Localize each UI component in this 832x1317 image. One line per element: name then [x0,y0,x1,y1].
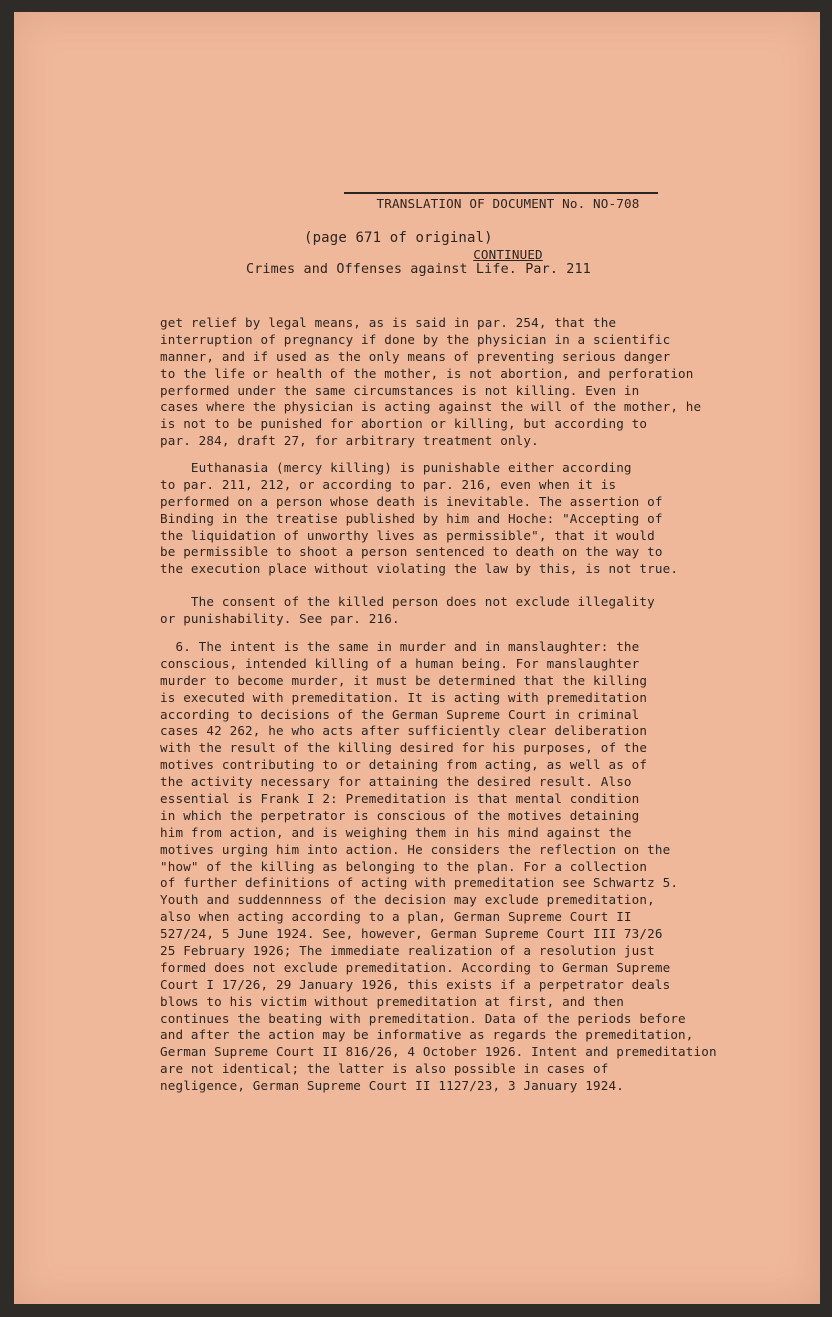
text-line: to par. 211, 212, or according to par. 216, even when it is [160,476,617,492]
text-line: to the life or health of the mother, is not abortion, and perforation [160,365,694,381]
text-line: 527/24, 5 June 1924. See, however, German Supreme Court III 73/26 [160,926,663,942]
paragraph-1 [160,315,701,450]
text-line: motives contributing to or detaining from acting, as well as of [160,757,648,773]
paragraph-4 [160,639,717,1095]
text-line: him from action, and is weighing them in his mind against the [160,824,632,840]
header-underline [344,192,658,194]
text-line: cases 42 262, he who acts after sufficiently clear deliberation [160,723,648,739]
text-line: be permissible to shoot a person sentenced to death on the way to [160,544,663,560]
text-line: is not to be punished for abortion or killing, but according to [160,416,648,432]
document-page [14,12,820,1304]
text-line: The consent of the killed person does not exclude illegality [160,594,655,609]
text-line: interruption of pregnancy if done by the physician in a scientific [160,331,671,347]
paragraph-2 [160,460,678,578]
header-continued: CONTINUED [473,246,543,262]
text-line: the activity necessary for attaining the desired result. Also [160,774,632,790]
text-line: manner, and if used as the only means of preventing serious danger [160,348,671,364]
text-line: Youth and suddennness of the decision may exclude premeditation, [160,892,655,908]
text-line: with the result of the killing desired for his purposes, of the [160,740,648,756]
text-line: 6. The intent is the same in murder and in manslaughter: the [160,639,640,654]
text-line: also when acting according to a plan, German Supreme Court II [160,909,632,925]
text-line: Binding in the treatise published by him and Hoche: "Accepting of [160,510,663,526]
text-line: and after the action may be informative as regards the premeditation, [160,1027,694,1043]
text-line: according to decisions of the German Supreme Court in criminal [160,706,640,722]
text-line: conscious, intended killing of a human being. For manslaughter [160,655,640,671]
text-line: in which the perpetrator is conscious of the motives detaining [160,807,640,823]
text-line: blows to his victim without premeditation at first, and then [160,993,624,1009]
text-line: or punishability. See par. 216. [160,610,400,626]
text-line: of further definitions of acting with premeditation see Schwartz 5. [160,875,679,891]
section-title: Crimes and Offenses against Life. Par. 211 [246,262,591,277]
text-line: par. 284, draft 27, for arbitrary treatment only. [160,433,539,449]
page-reference: (page 671 of original) [304,230,493,246]
text-line: formed does not exclude premeditation. According to German Supreme [160,959,671,975]
text-line: are not identical; the latter is also possible in cases of [160,1061,609,1077]
text-line: Court I 17/26, 29 January 1926, this exists if a perpetrator deals [160,976,671,992]
header-title: TRANSLATION OF DOCUMENT No. NO-708 [376,195,640,211]
text-line: the execution place without violating the law by this, is not true. [160,561,679,577]
text-line: negligence, German Supreme Court II 1127/23, 3 January 1924. [160,1078,624,1094]
text-line: essential is Frank I 2: Premeditation is that mental condition [160,791,640,807]
text-line: 25 February 1926; The immediate realization of a resolution just [160,943,655,959]
paragraph-3 [160,594,655,628]
text-line: get relief by legal means, as is said in par. 254, that the [160,315,617,330]
text-line: performed on a person whose death is inevitable. The assertion of [160,493,663,509]
text-line: motives urging him into action. He considers the reflection on the [160,841,671,857]
text-line: cases where the physician is acting against the will of the mother, he [160,399,702,415]
text-line: "how" of the killing as belonging to the plan. For a collection [160,858,648,874]
text-line: Euthanasia (mercy killing) is punishable either according [160,460,632,475]
text-line: performed under the same circumstances is not killing. Even in [160,382,640,398]
text-line: continues the beating with premeditation. Data of the periods before [160,1010,686,1026]
text-line: murder to become murder, it must be determined that the killing [160,672,648,688]
text-line: German Supreme Court II 816/26, 4 October 1926. Intent and premeditation [160,1044,717,1060]
text-line: is executed with premeditation. It is acting with premeditation [160,689,648,705]
text-line: the liquidation of unworthy lives as permissible", that it would [160,527,655,543]
